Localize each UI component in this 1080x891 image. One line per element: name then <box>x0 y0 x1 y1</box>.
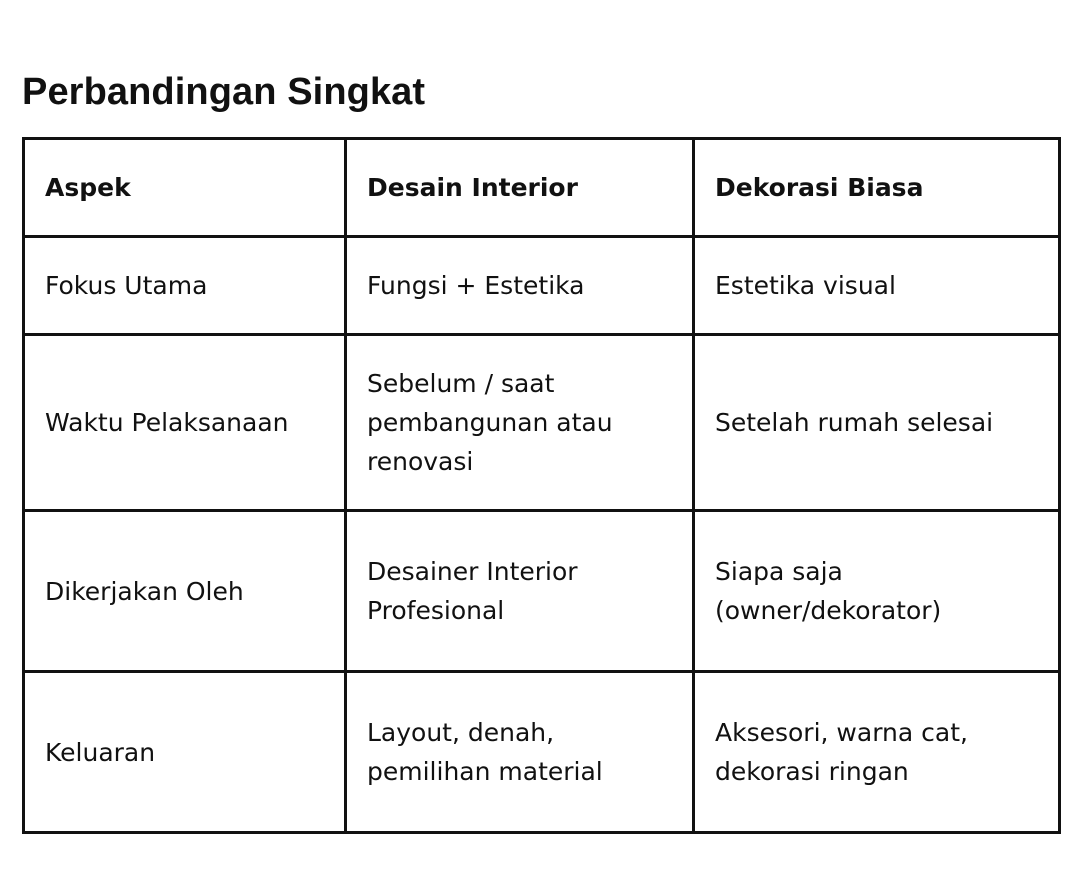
table-cell: Keluaran <box>24 672 346 833</box>
table-cell: Layout, denah, pemilihan material <box>346 672 694 833</box>
table-cell: Dikerjakan Oleh <box>24 511 346 672</box>
table-cell: Aksesori, warna cat, dekorasi ringan <box>694 672 1060 833</box>
table-row <box>24 237 1060 335</box>
table-cell: Siapa saja (owner/dekorator) <box>694 511 1060 672</box>
table-row <box>24 335 1060 511</box>
table-row <box>24 511 1060 672</box>
table-cell: Setelah rumah selesai <box>694 335 1060 511</box>
table-header-row <box>24 139 1060 237</box>
table-cell: Sebelum / saat pembangunan atau renovasi <box>346 335 694 511</box>
comparison-table <box>22 137 1061 834</box>
column-header-desain-interior: Desain Interior <box>346 139 694 237</box>
table-cell: Fokus Utama <box>24 237 346 335</box>
column-header-dekorasi-biasa: Dekorasi Biasa <box>694 139 1060 237</box>
table-cell: Estetika visual <box>694 237 1060 335</box>
table-cell: Waktu Pelaksanaan <box>24 335 346 511</box>
table-cell: Desainer Interior Profesional <box>346 511 694 672</box>
table-row <box>24 672 1060 833</box>
page-title: Perbandingan Singkat <box>22 71 426 113</box>
table-cell: Fungsi + Estetika <box>346 237 694 335</box>
column-header-aspek: Aspek <box>24 139 346 237</box>
